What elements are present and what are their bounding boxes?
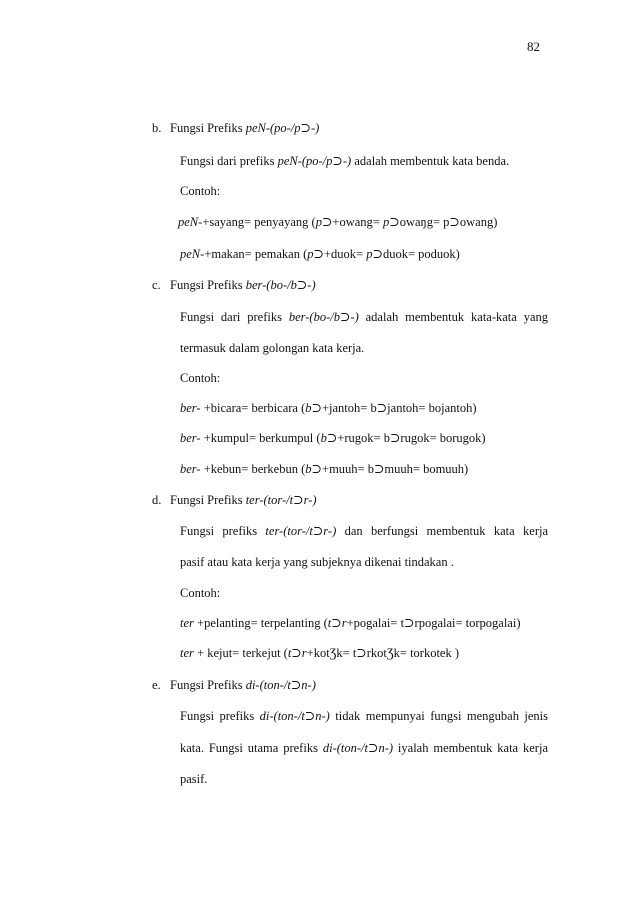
italic-morpheme: ber-(bo-/b⊃-) bbox=[288, 310, 359, 324]
heading-text bbox=[170, 677, 316, 693]
text-run: Fungsi dari prefiks bbox=[180, 154, 278, 168]
text-run: pasif. bbox=[180, 772, 208, 786]
example-line bbox=[180, 400, 477, 416]
heading-label: Fungsi Prefiks bbox=[170, 121, 246, 135]
heading-text bbox=[170, 277, 316, 293]
text-run: +makan= pemakan ( bbox=[204, 247, 308, 261]
example-line bbox=[180, 430, 486, 446]
text-run: Contoh: bbox=[180, 371, 221, 385]
text-run: iyalah membentuk kata kerja bbox=[393, 741, 548, 755]
italic-morpheme: b⊃ bbox=[305, 462, 323, 476]
italic-morpheme: p⊃ bbox=[366, 247, 383, 261]
list-marker: d. bbox=[152, 493, 162, 507]
text-run: adalah membentuk kata benda. bbox=[351, 154, 510, 168]
italic-morpheme: ter bbox=[180, 646, 194, 660]
italic-morpheme: peN-(po-/p⊃-) bbox=[277, 154, 352, 168]
example-label bbox=[180, 585, 220, 601]
text-run: pasif atau kata kerja yang subjeknya dikenai tindakan . bbox=[180, 555, 454, 569]
heading-prefix: ber-(bo-/b⊃-) bbox=[245, 278, 316, 292]
example-line bbox=[180, 615, 521, 631]
italic-morpheme: ter-(tor-/t⊃r-) bbox=[265, 524, 337, 538]
text-run: tidak mempunyai fungsi mengubah jenis bbox=[329, 709, 549, 723]
text-run: +kumpul= berkumpul ( bbox=[200, 431, 321, 445]
heading-label: Fungsi Prefiks bbox=[170, 278, 246, 292]
italic-morpheme: di-(ton-/t⊃n-) bbox=[259, 709, 330, 723]
italic-morpheme: ber- bbox=[180, 401, 201, 415]
paragraph-line bbox=[180, 340, 364, 356]
list-marker: e. bbox=[152, 678, 161, 692]
italic-morpheme: t⊃r bbox=[327, 616, 347, 630]
text-run: +kebun= berkebun ( bbox=[200, 462, 306, 476]
text-run: +pogalai= t⊃rpogalai= torpogalai) bbox=[346, 616, 521, 630]
text-run: Fungsi prefiks bbox=[180, 524, 266, 538]
heading-label: Fungsi Prefiks bbox=[170, 678, 246, 692]
text-run: adalah membentuk kata-kata yang bbox=[358, 310, 548, 324]
list-marker: c. bbox=[152, 278, 161, 292]
text-run: +jantoh= b⊃jantoh= bojantoh) bbox=[321, 401, 477, 415]
paragraph-line bbox=[180, 771, 207, 787]
paragraph-line bbox=[180, 740, 548, 756]
italic-morpheme: ter bbox=[180, 616, 194, 630]
example-line bbox=[180, 246, 460, 262]
text-run: Fungsi dari prefiks bbox=[180, 310, 289, 324]
page-number: 82 bbox=[527, 39, 540, 54]
italic-morpheme: t⊃r bbox=[287, 646, 307, 660]
text-run: +pelanting= terpelanting ( bbox=[193, 616, 328, 630]
text-run: +rugok= b⊃rugok= borugok) bbox=[337, 431, 486, 445]
italic-morpheme: b⊃ bbox=[305, 401, 322, 415]
text-run: Fungsi prefiks bbox=[180, 709, 260, 723]
paragraph-line bbox=[180, 153, 509, 169]
text-run: +duok= bbox=[324, 247, 367, 261]
paragraph-line bbox=[180, 708, 548, 724]
text-run: Contoh: bbox=[180, 184, 221, 198]
text-run: dan berfungsi membentuk kata kerja bbox=[336, 524, 548, 538]
heading-prefix: ter-(tor-/t⊃r-) bbox=[245, 493, 317, 507]
italic-morpheme: p⊃ bbox=[307, 247, 324, 261]
italic-morpheme: peN- bbox=[178, 215, 203, 229]
heading-label: Fungsi Prefiks bbox=[170, 493, 246, 507]
italic-morpheme: p⊃ bbox=[382, 215, 400, 229]
paragraph-line bbox=[180, 554, 454, 570]
text-run: termasuk dalam golongan kata kerja. bbox=[180, 341, 365, 355]
paragraph-line bbox=[180, 309, 548, 325]
text-run: +bicara= berbicara ( bbox=[200, 401, 306, 415]
italic-morpheme: ber- bbox=[180, 431, 201, 445]
example-label bbox=[180, 183, 220, 199]
example-line bbox=[178, 214, 497, 230]
italic-morpheme: di-(ton-/t⊃n-) bbox=[322, 741, 394, 755]
text-run: kata. Fungsi utama prefiks bbox=[180, 741, 323, 755]
example-line bbox=[180, 461, 468, 477]
italic-morpheme: b⊃ bbox=[320, 431, 338, 445]
heading-prefix: peN-(po-/p⊃-) bbox=[245, 121, 320, 135]
heading-text bbox=[170, 492, 317, 508]
italic-morpheme: peN- bbox=[180, 247, 205, 261]
text-run: Contoh: bbox=[180, 586, 221, 600]
list-marker: b. bbox=[152, 121, 162, 135]
paragraph-line bbox=[180, 523, 548, 539]
example-line bbox=[180, 645, 459, 661]
text-run: duok= poduok) bbox=[382, 247, 460, 261]
text-run: + kejut= terkejut ( bbox=[193, 646, 288, 660]
text-run: +muuh= b⊃muuh= bomuuh) bbox=[322, 462, 469, 476]
text-run: +kotƷk= t⊃rkotƷk= torkotek ) bbox=[306, 646, 460, 660]
example-label bbox=[180, 370, 220, 386]
text-run: +sayang= penyayang ( bbox=[202, 215, 316, 229]
text-run: +owang= bbox=[332, 215, 383, 229]
text-run: owaŋg= p⊃owang) bbox=[399, 215, 498, 229]
heading-prefix: di-(ton-/t⊃n-) bbox=[245, 678, 316, 692]
italic-morpheme: p⊃ bbox=[315, 215, 333, 229]
heading-text bbox=[170, 120, 319, 136]
italic-morpheme: ber- bbox=[180, 462, 201, 476]
